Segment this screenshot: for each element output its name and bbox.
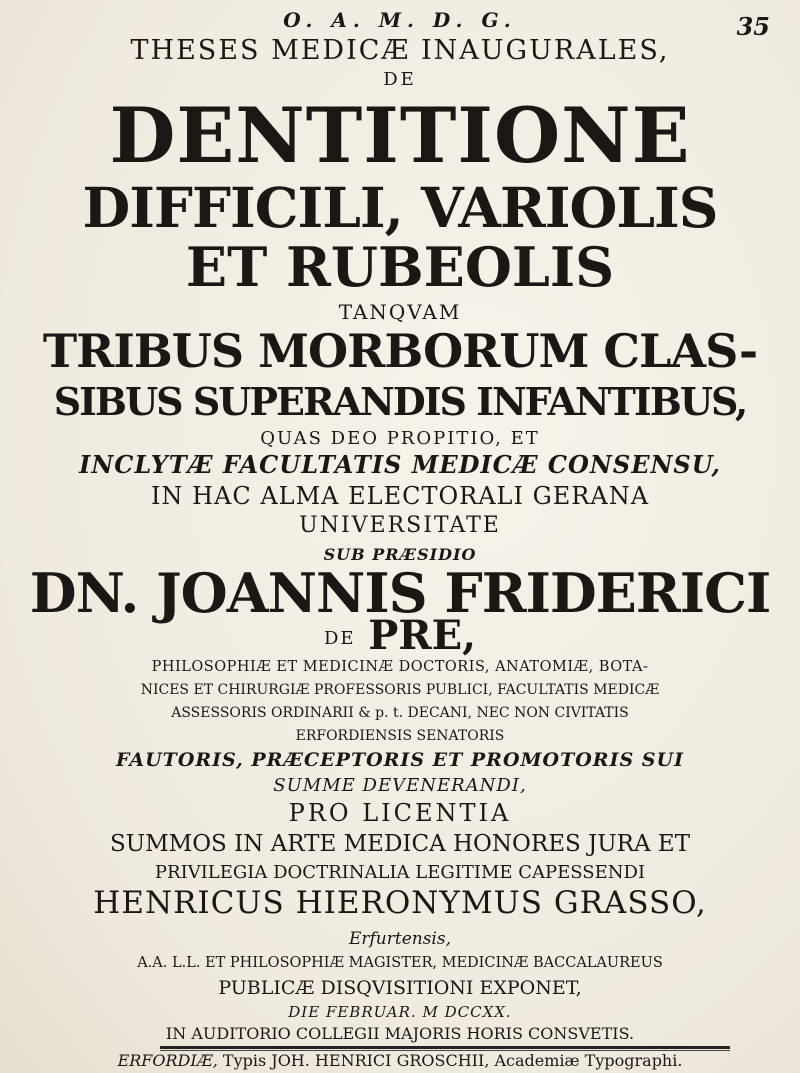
professor-titles-2: NICES ET CHIRURGIÆ PROFESSORIS PUBLICI, FACULTATIS MEDICÆ: [140, 682, 660, 698]
professor-titles-4: ERFORDIENSIS SENATORIS: [295, 728, 505, 744]
summos-line: SUMMOS IN ARTE MEDICA HONORES JURA ET: [109, 831, 691, 857]
imprint-line: [0, 1053, 800, 1069]
author-name: HENRICUS HIERONYMUS GRASSO,: [93, 885, 707, 921]
imprint-rule: [160, 1046, 730, 1049]
summe-line: SUMME DEVENERANDI,: [273, 775, 527, 796]
title-tribus-morborum: TRIBUS MORBORUM CLAS-: [42, 324, 758, 378]
praeses-surname-line: [0, 612, 800, 659]
inclytae-line: INCLYTÆ FACULTATIS MEDICÆ CONSENSU,: [79, 450, 721, 479]
publicae-line: PUBLICÆ DISQVISITIONI EXPONET,: [218, 977, 582, 999]
date-line: DIE FEBRUAR. M DCCXX.: [288, 1003, 512, 1021]
praeses-surname: PRE,: [368, 612, 477, 659]
privilegia-line: PRIVILEGIA DOCTRINALIA LEGITIME CAPESSENDI: [154, 862, 646, 883]
imprint-place: ERFORDIÆ,: [117, 1051, 218, 1070]
quas-line: QUAS DEO PROPITIO, ET: [260, 428, 540, 449]
title-dentitione: DENTITIONE: [109, 91, 691, 180]
in-hac-line: IN HAC ALMA ELECTORALI GERANA: [150, 482, 650, 510]
de-line: DE: [383, 69, 417, 90]
page-number: 35: [736, 12, 770, 41]
theses-heading: THESES MEDICÆ INAUGURALES,: [130, 35, 670, 66]
pro-licentia-line: PRO LICENTIA: [288, 799, 512, 827]
praeses-name: DN. JOANNIS FRIDERICI: [29, 561, 771, 625]
auditorio-line: IN AUDITORIO COLLEGII MAJORIS HORIS CONSVETIS.: [165, 1024, 635, 1043]
professor-titles-3: ASSESSORIS ORDINARII & p. t. DECANI, NEC NON CIVITATIS: [171, 705, 629, 721]
sub-praesidio-line: SUB PRÆSIDIO: [323, 545, 477, 564]
header-initials: O. A. M. D. G.: [283, 8, 517, 32]
fautoris-line: FAUTORIS, PRÆCEPTORIS ET PROMOTORIS SUI: [116, 749, 684, 771]
degrees-line: A.A. L.L. ET PHILOSOPHIÆ MAGISTER, MEDICINÆ BACCALAUREUS: [137, 955, 663, 971]
professor-titles-1: PHILOSOPHIÆ ET MEDICINÆ DOCTORIS, ANATOMIÆ, BOTA-: [151, 659, 649, 675]
imprint-printer: Typis JOH. HENRICI GROSCHII, Academiæ Typographi.: [222, 1051, 683, 1070]
de-particle: DE: [323, 628, 356, 649]
universitate-line: UNIVERSITATE: [299, 513, 501, 538]
title-difficili-variolis: DIFFICILI, VARIOLIS: [82, 175, 718, 240]
title-sibus-superandis: SIBUS SUPERANDIS INFANTIBUS,: [53, 379, 747, 424]
tanquam-line: TANQVAM: [338, 300, 462, 324]
title-et-rubeolis: ET RUBEOLIS: [185, 235, 615, 299]
erfurtensis-line: Erfurtensis,: [348, 929, 452, 949]
